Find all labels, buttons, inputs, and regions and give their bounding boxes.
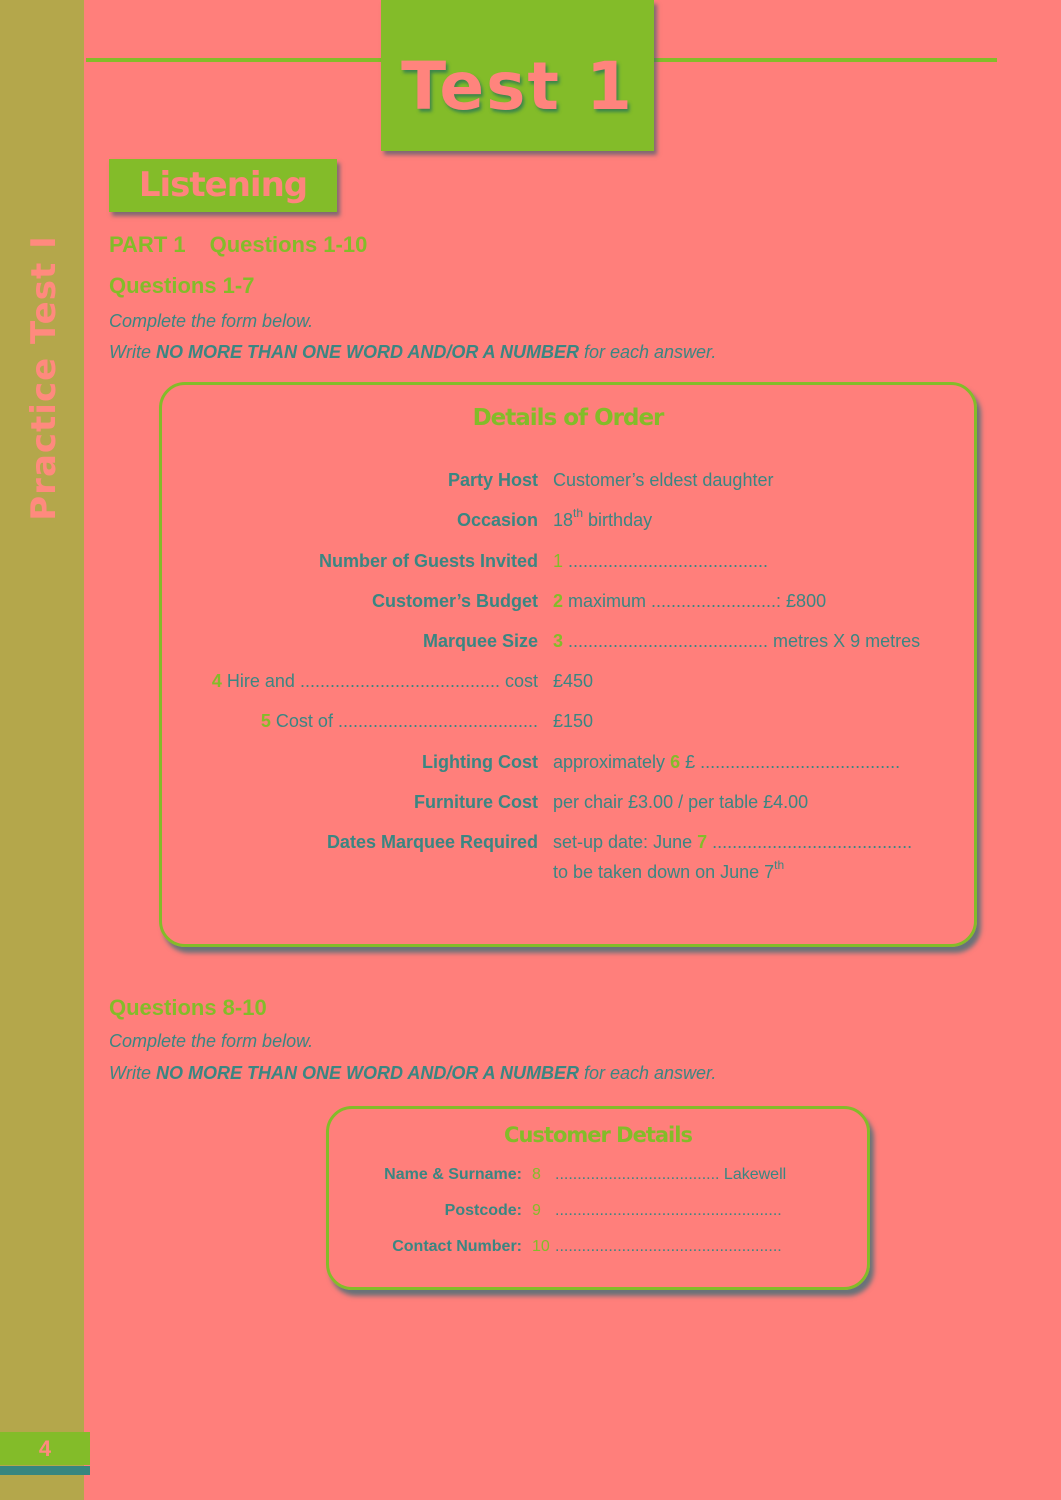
blank-dots: ........................................ metres X 9 metres — [563, 631, 921, 651]
answer-blank-7[interactable] — [553, 832, 912, 853]
question-number: 1 — [553, 551, 564, 571]
field-label: Party Host — [447, 470, 538, 490]
answer-blank-6[interactable] — [553, 752, 900, 773]
answer-blank-8[interactable]: ..................................... Lakewell — [555, 1166, 787, 1183]
field-value — [553, 506, 653, 531]
field-value — [553, 858, 785, 883]
form-row-marquee-size — [162, 631, 974, 655]
question-number: 9 — [532, 1202, 541, 1219]
instruction-text: Write — [109, 1063, 156, 1083]
blank-dots: Cost of ........................................ — [270, 711, 538, 731]
instruction-emphasis: NO MORE THAN ONE WORD AND/OR A NUMBER — [156, 342, 579, 362]
question-number: 3 — [553, 631, 564, 651]
value-text: approximately — [553, 752, 671, 772]
form-row-lighting — [162, 752, 974, 776]
test-title: Test 1 — [381, 0, 654, 151]
field-value: Customer’s eldest daughter — [553, 470, 774, 490]
blank-dots: Hire and ........................................ cost — [221, 671, 538, 691]
answer-blank-3[interactable] — [553, 631, 920, 652]
sidebar-title: Practice Test I — [24, 235, 64, 521]
form-row-hire-cost — [162, 671, 974, 695]
instruction-emphasis: NO MORE THAN ONE WORD AND/OR A NUMBER — [156, 1063, 579, 1083]
question-number: 7 — [697, 832, 708, 852]
field-value: per chair £3.00 / per table £4.00 — [553, 792, 809, 812]
part-label: PART 1 — [109, 232, 186, 257]
form-row-dates-line2 — [162, 858, 974, 886]
field-label: Lighting Cost — [422, 752, 538, 772]
group2-instruction-1: Complete the form below. — [109, 1031, 314, 1051]
form-row-postcode — [329, 1202, 867, 1224]
part-heading — [109, 232, 367, 258]
group1-instruction-2 — [109, 342, 716, 363]
form-row-party-host — [162, 470, 974, 494]
part-questions: Questions 1-10 — [209, 232, 368, 257]
group1-heading: Questions 1-7 — [109, 273, 255, 298]
question-number: 2 — [553, 591, 564, 611]
form-row-guests — [162, 551, 974, 575]
question-number: 4 — [211, 671, 222, 691]
page-number-strip — [0, 1466, 90, 1475]
question-number: 5 — [260, 711, 271, 731]
blank-dots: maximum .........................: £800 — [563, 591, 827, 611]
field-label: Marquee Size — [422, 631, 538, 651]
ordinal-suffix: th — [774, 858, 785, 872]
question-number: 10 — [532, 1238, 550, 1255]
field-label: Dates Marquee Required — [326, 832, 538, 852]
value-text: to be taken down on June 7 — [553, 862, 775, 882]
field-label: Furniture Cost — [414, 792, 538, 812]
field-label: Contact Number: — [392, 1238, 522, 1255]
order-form-title: Details of Order — [472, 405, 664, 431]
field-label: Name & Surname: — [384, 1166, 522, 1183]
form-row-cost-of — [162, 711, 974, 735]
customer-details-form — [326, 1106, 870, 1290]
answer-blank-5[interactable] — [261, 711, 538, 732]
customer-form-title: Customer Details — [504, 1123, 692, 1147]
value-text: 18 — [553, 510, 574, 530]
blank-dots: £ ........................................ — [680, 752, 901, 772]
answer-blank-1[interactable] — [553, 551, 768, 572]
section-title: Listening — [109, 159, 337, 212]
form-row-name — [329, 1166, 867, 1188]
value-text: birthday — [583, 510, 653, 530]
answer-blank-4[interactable] — [212, 671, 538, 692]
field-label: Occasion — [456, 510, 538, 530]
form-row-contact — [329, 1238, 867, 1260]
form-row-occasion — [162, 506, 974, 534]
field-value: £150 — [553, 711, 594, 731]
question-number: 8 — [532, 1166, 541, 1183]
blank-dots: ........................................ — [563, 551, 769, 571]
value-text: set-up date: June — [553, 832, 698, 852]
instruction-text: for each answer. — [578, 1063, 717, 1083]
form-row-dates — [162, 832, 974, 856]
question-number: 6 — [670, 752, 681, 772]
field-label: Number of Guests Invited — [318, 551, 538, 571]
page-number: 4 — [0, 1432, 90, 1465]
answer-blank-10[interactable]: ................................................... — [555, 1238, 782, 1255]
ordinal-suffix: th — [573, 506, 584, 520]
group1-instruction-1: Complete the form below. — [109, 311, 314, 331]
answer-blank-9[interactable]: ................................................... — [555, 1202, 782, 1219]
field-label: Postcode: — [444, 1202, 522, 1219]
blank-dots: ........................................ — [707, 832, 913, 852]
field-value: £450 — [553, 671, 594, 691]
form-row-furniture — [162, 792, 974, 816]
instruction-text: for each answer. — [578, 342, 717, 362]
sidebar — [0, 0, 84, 1500]
answer-blank-2[interactable] — [553, 591, 826, 612]
instruction-text: Write — [109, 342, 156, 362]
group2-instruction-2 — [109, 1063, 716, 1084]
order-details-form — [159, 382, 977, 947]
form-row-budget — [162, 591, 974, 615]
group2-heading: Questions 8-10 — [109, 995, 267, 1020]
field-label: Customer’s Budget — [371, 591, 538, 611]
